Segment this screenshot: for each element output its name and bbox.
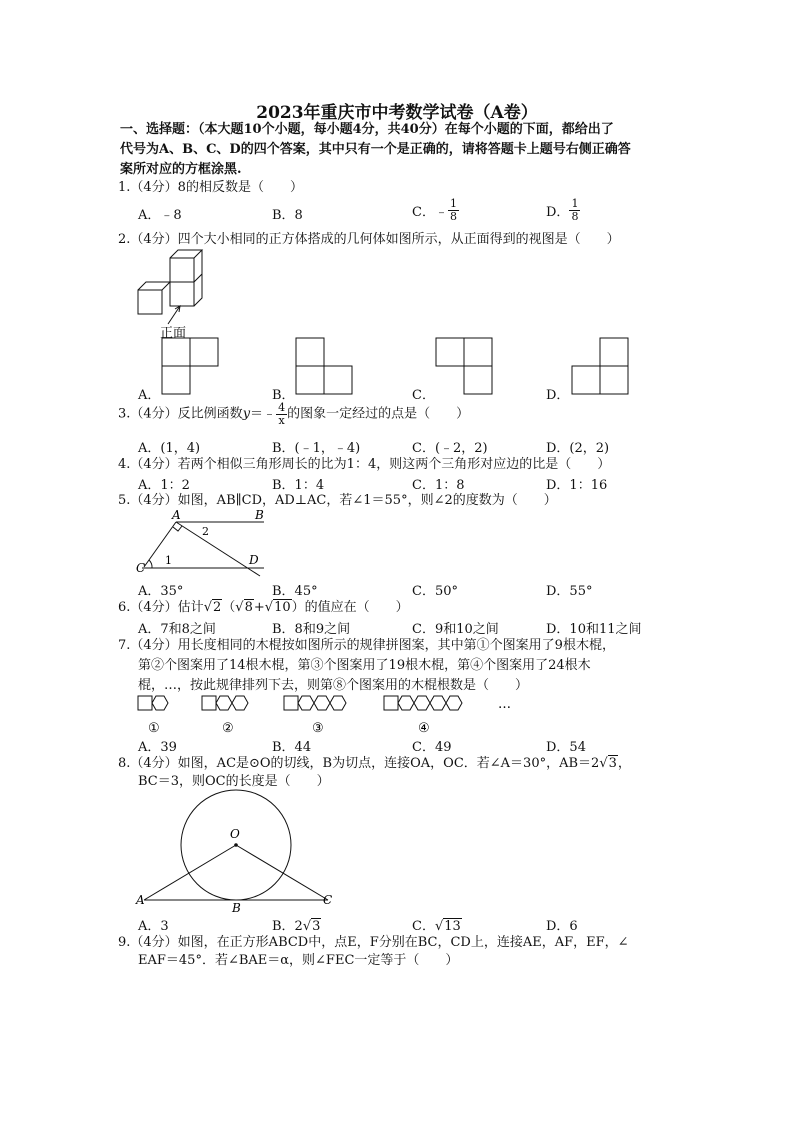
q5-option-d: D．55°: [546, 584, 593, 599]
q8-label-c: C: [323, 893, 333, 907]
q8-label-o: O: [230, 827, 240, 841]
q1-d-denominator: 8: [571, 210, 579, 223]
q3-stem-suffix: 的图象一定经过的点是（ ）: [287, 406, 470, 422]
q6-radicand-1: 2: [212, 600, 222, 615]
q8-stem-line-1-end: ，: [617, 756, 631, 771]
q2-view-a: [162, 338, 220, 396]
q2-option-c: C．: [412, 388, 435, 403]
q7-stem-line-1: 7.（4分）用长度相同的木棍按如图所示的规律拼图案，其中第①个图案用了9根木棍，: [118, 638, 615, 653]
q8-option-b: B．2√3: [272, 919, 321, 934]
q3-var: y: [242, 406, 251, 422]
q5-label-angle-2: 2: [202, 525, 209, 538]
q4-option-d: D．1：16: [546, 478, 608, 493]
q1-stem: 1.（4分）8的相反数是（ ）: [118, 180, 303, 195]
q2-front-label: 正面: [160, 326, 187, 341]
q5-option-c: C．50°: [412, 584, 458, 599]
q7-option-b: B．44: [272, 740, 312, 755]
q2-view-b: [296, 338, 354, 396]
q7-stem-line-2: 第②个图案用了14根木棍，第③个图案用了19根木棍，第④个图案用了24根木: [138, 658, 591, 673]
q2-stem: 2.（4分）四个大小相同的正方体搭成的几何体如图所示，从正面得到的视图是（ ）: [118, 232, 620, 247]
q3-stem: [118, 402, 469, 427]
q7-label-4: ④: [418, 721, 430, 736]
q8-option-d: D．6: [546, 919, 578, 934]
q1-option-d-prefix: D．: [546, 205, 570, 220]
q5-figure: [132, 506, 272, 578]
q5-option-b: B．45°: [272, 584, 318, 599]
q3-stem-prefix: 3.（4分）反比例函数: [118, 406, 243, 422]
q1-option-d: [546, 198, 580, 223]
q8-option-b-radicand: 3: [312, 919, 321, 934]
q8-option-b-prefix: B．2: [272, 919, 303, 934]
q8-option-c: C．√13: [412, 919, 461, 934]
q6-stem-suffix: ）的值应在（ ）: [291, 600, 409, 615]
q7-option-d: D．54: [546, 740, 586, 755]
q3-option-b: B．(﹣1，﹣4): [272, 441, 361, 456]
q3-option-c: C．(﹣2，2): [412, 441, 488, 456]
q6-stem-prefix: 6.（4分）估计: [118, 600, 204, 615]
q5-label-a: A: [172, 508, 181, 522]
q1-option-c: [412, 198, 459, 223]
q1-c-numerator: 1: [449, 197, 457, 210]
q6-open-paren: （: [222, 600, 236, 615]
q4-option-b: B．1：4: [272, 478, 325, 493]
q1-option-d-fraction: [569, 198, 580, 223]
q6-stem: 6.（4分）估计√2（√8+√10）的值应在（ ）: [118, 600, 409, 615]
q3-option-d: D．(2，2): [546, 441, 610, 456]
section-instructions-line-2: 代号为A、B、C、D的四个答案，其中只有一个是正确的，请将答题卡上题号右侧正确答: [120, 142, 631, 157]
q8-stem-line-2: BC＝3，则OC的长度是（ ）: [138, 774, 330, 789]
q2-view-d: [572, 338, 630, 396]
q1-option-c-prefix: C．﹣: [412, 205, 448, 220]
q1-d-numerator: 1: [571, 197, 579, 210]
q7-option-c: C．49: [412, 740, 452, 755]
q1-option-b: B．8: [272, 208, 303, 223]
q8-option-a: A．3: [138, 919, 169, 934]
q9-stem-line-2: EAF＝45°．若∠BAE＝α，则∠FEC一定等于（ ）: [138, 953, 459, 968]
page-title: 2023年重庆市中考数学试卷（A卷）: [256, 103, 538, 123]
q7-stem-line-3: 棍，…，按此规律排列下去，则第⑧个图案用的木棍根数是（ ）: [138, 678, 529, 693]
q6-plus: +: [253, 600, 265, 615]
q5-label-d: D: [249, 553, 259, 567]
q5-option-a: A．35°: [138, 584, 184, 599]
q7-label-2: ②: [222, 721, 234, 736]
q4-option-a: A．1：2: [138, 478, 190, 493]
section-instructions-line-1: 一、选择题：（本大题10个小题，每小题4分，共40分）在每个小题的下面，都给出了: [120, 122, 614, 137]
section-instructions-line-3: 案所对应的方框涂黑.: [120, 162, 242, 177]
q1-c-denominator: 8: [449, 210, 457, 223]
q8-circle-figure: [134, 788, 344, 916]
q6-option-b: B．8和9之间: [272, 622, 351, 637]
q6-option-a: A．7和8之间: [138, 622, 216, 637]
q7-label-3: ③: [312, 721, 324, 736]
q2-option-d: D．: [546, 388, 570, 403]
q3-eq: ＝﹣: [250, 406, 277, 422]
q3-numerator: 4: [278, 401, 286, 414]
q5-label-b: B: [255, 508, 264, 522]
q2-option-a: A．: [138, 388, 161, 403]
q7-label-1: ①: [148, 721, 160, 736]
q1-option-a: A．﹣8: [138, 208, 182, 223]
q4-stem: 4.（4分）若两个相似三角形周长的比为1：4，则这两个三角形对应边的比是（ ）: [118, 457, 611, 472]
q4-option-c: C．1：8: [412, 478, 465, 493]
q6-radicand-2: 8: [244, 600, 253, 615]
q2-option-b: B．: [272, 388, 295, 403]
q8-label-a: A: [136, 893, 145, 907]
q3-option-a: A．(1，4): [138, 441, 201, 456]
q7-option-a: A．39: [138, 740, 177, 755]
q3-denominator: x: [278, 414, 285, 427]
q3-fraction: [276, 402, 287, 427]
q8-option-c-radicand: 13: [444, 919, 461, 934]
q6-radicand-3: 10: [274, 600, 291, 615]
q8-label-b: B: [232, 901, 241, 915]
q8-stem-line-1-text: 8.（4分）如图，AC是⊙O的切线，B为切点，连接OA，OC．若∠A＝30°，AB＝2: [118, 756, 600, 771]
q8-radicand: 3: [608, 756, 617, 771]
q7-pattern-figure: [134, 690, 524, 736]
q2-view-c: [436, 338, 494, 396]
q7-ellipsis: …: [498, 697, 511, 712]
q1-option-c-fraction: [448, 198, 459, 223]
q5-stem: 5.（4分）如图，AB∥CD，AD⊥AC，若∠1＝55°，则∠2的度数为（ ）: [118, 493, 557, 508]
q8-stem-line-1: 8.（4分）如图，AC是⊙O的切线，B为切点，连接OA，OC．若∠A＝30°，AB＝2√3，: [118, 756, 631, 771]
q5-label-angle-1: 1: [165, 554, 172, 567]
q6-option-d: D．10和11之间: [546, 622, 642, 637]
q5-label-c: C: [136, 561, 146, 575]
q6-option-c: C．9和10之间: [412, 622, 499, 637]
q8-option-c-prefix: C．: [412, 919, 435, 934]
q9-stem-line-1: 9.（4分）如图，在正方形ABCD中，点E，F分别在BC，CD上，连接AE，AF，EF，∠: [118, 935, 629, 950]
